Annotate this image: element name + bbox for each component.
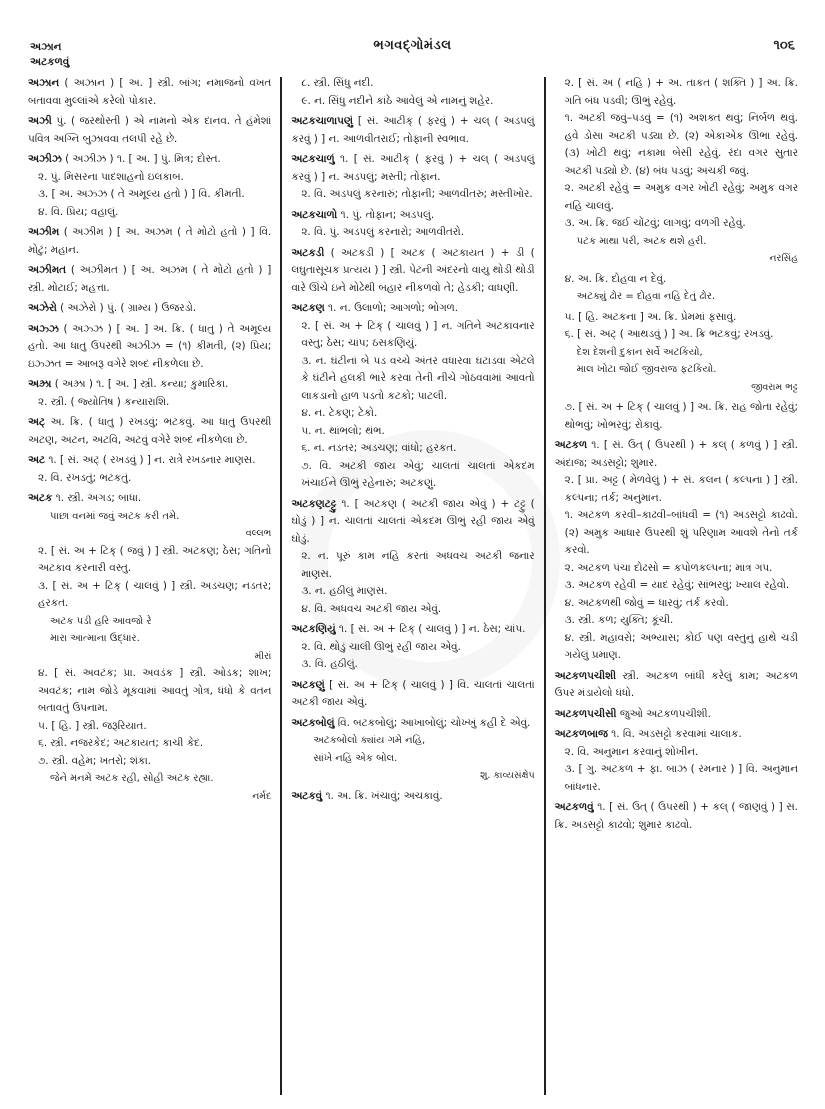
dictionary-entry [291, 207, 534, 242]
quotation-line: પટક માથા પરી, અટક થશે હરી. [576, 235, 707, 247]
sub-sense: ૩. અ. ક્રિ. જઈ ચોંટવું; લાગવું; વળગી રહેવું. [564, 217, 746, 229]
sub-sense: ૨. [ સં. અ ( નહિ ) + અ. તાકત ( શક્તિ ) ] અ. ક્રિ. ગતિ બંધ પડવી; ઊભું રહેવું. [564, 77, 798, 107]
quotation-source: નર્મદ [252, 790, 272, 802]
headword: અઝીઝ [28, 153, 62, 165]
sub-sense: ૨. ન. પૂરું કામ નહિ કરતાં અધવચ અટકી જનાર માણસ. [301, 550, 535, 580]
quotation-line: સાંખે નહિ એક બોલ. [313, 752, 398, 764]
dictionary-entry [28, 262, 271, 297]
dictionary-entry [291, 113, 534, 148]
definition: ( અઝાન ) [ અ. ] સ્ત્રી. બાંગ; નમાજનો વખત બતાવવા મુલ્લાંએ કરેલો પોકાર. [28, 77, 272, 107]
quotation-line: અટક પડી હરિ આવજો રે [50, 615, 152, 627]
quotation-line: જેને મનમેં અટક રહી, સોહી અટક રહ્યા. [50, 773, 214, 784]
definition: ( અઝીમત ) [ અ. અઝમ ( તે મોટો હતો ) ] સ્ત્રી. મોટાઈ; મહત્તા. [28, 264, 272, 294]
sub-sense: ૩. [ ગુ. અટકળ + ફા. બાઝ ( રમનાર ) ] વિ. અનુમાન બાંધનાર. [564, 763, 798, 793]
dictionary-entry [291, 715, 534, 785]
guide-word-first: અઝાન [30, 41, 62, 53]
headword: અટકણટટ્ટુ [291, 497, 337, 510]
definition: ૧. [ સં. આટીક્ ( ફરવું ) + ચલ્ ( અડપલું કરવું ) ] ન. અડપલું; મસ્તી; તોફાન. [291, 153, 535, 183]
guide-word-last: અટકળવું [30, 56, 70, 68]
definition: ( અઝીઝ ) ૧. [ અ. ] પું. મિત્ર; દોસ્ત. [65, 153, 221, 165]
definition: [ સં. અ + ટિક્ ( ચાલવું ) ] વિ. ચાલતાં ચાલતાં અટકી જાય એવું. [291, 678, 535, 708]
quotation-source: નરસિંહ [769, 253, 798, 264]
definition: ( અઝ્રા ) ૧. [ અ. ] સ્ત્રી. કન્યા; કુમારિકા. [54, 378, 229, 390]
dictionary-title: ભગવદ્ગોમંડલ [373, 38, 452, 53]
headword: અટકચાળું [291, 153, 335, 165]
sub-sense: ૨. [ સં. અ + ટિક્ ( ચાલવું ) ] ન. ગતિને અટકાવનાર વસ્તુ; ઠેસ; ચાંપ; ઠસકણિયું. [301, 319, 535, 349]
sub-sense: ૨. પું. મિસરના પાદશાહનો ઇલકાબ. [38, 170, 184, 183]
definition: ( અટકડી ) [ અટક ( અટકાયત ) + ડી ( લઘુતાસૂચક પ્રત્યય ) ] સ્ત્રી. પેટની અંદરનો વાયુ થોડી થોડી વારે ઊંચે ઇને મોઢેથી બહાર નીકળવો તે; હેડકી; વાધણી. [291, 246, 535, 294]
dictionary-entry [28, 75, 271, 110]
sub-sense: ૪. વિ. પ્રિય; વહાલું. [38, 205, 119, 218]
dictionary-entry [291, 245, 534, 298]
definition: [ સં. આટીક્ ( ફરવું ) + ચલ્ ( અડપલું કરવું ) ] ન. આળવીતરાઈ; તોફાની સ્વભાવ. [291, 115, 535, 145]
dictionary-entry [28, 414, 271, 449]
sub-sense: ૬. [ સં. અટ્ ( આથડવું ) ] અ. ક્રિ ભટકવું; રખડવું. [564, 328, 774, 340]
column-right [546, 75, 798, 1095]
headword: અટકબોલું [291, 716, 335, 729]
definition: ૧. [ સં. ઉત્ ( ઉપરથી ) + કલ્ ( જાણવું ) ] સ. ક્રિ. અડસટ્ટો કાઢવો; શુમાર કાઢવો. [554, 801, 798, 831]
sub-sense: ૪. સ્ત્રી. મહાવરો; અભ્યાસ; કોઈ પણ વસ્તુનું હાથે ચડી ગયેલું પ્રમાણ. [564, 631, 798, 661]
dictionary-entry [291, 677, 534, 712]
sub-sense: ૫. ન. થાંભલો; થંભ. [301, 424, 385, 437]
sub-sense: ૫. [ હિ. ] સ્ત્રી. જરૂરિયાત. [38, 719, 147, 732]
headword: અટ [28, 454, 46, 466]
sub-sense: ૨. અટકળ પંચા દોઢસો = કપોળકલ્પના; માત્ર ગપ. [564, 561, 773, 574]
definition: ( અઝ્ઝ ) [ અ. ] અ. ક્રિ. ( ધાતુ ) તે અમૂલ્ય હતો. આ ધાતુ ઉપરથી અઝીઝ = (૧) કીમતી, (૨) પ્રિય; ઇઝ્ઝત = આબરૂ વગેરે શબ્દ નીકળેલા છે. [28, 322, 272, 370]
headword: અટકળબાજ [554, 728, 608, 740]
sub-sense: ૪. અ. ક્રિ. દોહવા ન દેવું. [564, 272, 667, 285]
sub-sense: ૧. અટકળ કરવી–કાઢવી–બાંધવી = (૧) અડસટ્ટો કાઢવો. (૨) અમુક આધાર ઉપરથી શું પરિણામ આવશે તેનો તર્ક કરવો. [564, 509, 798, 556]
dictionary-entry [555, 399, 798, 434]
dictionary-entry [291, 300, 534, 493]
headword: અટકણું [291, 678, 325, 691]
quotation-line: અટક્યું ઢોર = દોહવા નહિ દેતું ઢોર. [576, 291, 716, 302]
dictionary-entry [291, 496, 534, 619]
dictionary-entry [28, 300, 271, 318]
sub-sense: ૫. [ હિ. અટકના ] અ. ક્રિ. પ્રેમમાં ફસાવું. [564, 310, 737, 323]
sub-sense: ૭. [ સં. અ + ટિક્ ( ચાલવું ) ] અ. ક્રિ. રાહ જોતા રહેવું; થોભવું; ખોભરવું; રોકાવું. [564, 401, 798, 431]
sub-sense: ૩. ન. ઘંટીનાં બે પડ વચ્ચે અંતર વધારવા ઘટાડવા એટલે કે ઘંટીને હલકી ભારે કરવા તેની નીચે ગોઠવવામાં આવતો લાકડાનો હાળ પડતો કટકો; પાટલી. [301, 354, 535, 402]
dictionary-entry [28, 376, 271, 411]
headword: અટકળવું [554, 801, 594, 813]
sub-sense: ૪. [ સં. અવટંક; પ્રા. અવડંક ] સ્ત્રી. ઓડક; શાખ; અવટંક; નામ જોડે મૂકવામાં આવતું ગોત્ર, ધંધો કે વતન બતાવતું ઉપનામ. [38, 667, 272, 714]
sub-sense: ૩. વિ. હઠીલું. [301, 658, 358, 670]
headword: અટકચાળાપણું [291, 115, 353, 127]
definition: ૧. અ. ક્રિ. ખંચાવું; અચકાવું. [325, 789, 443, 802]
headword: અઝી [28, 115, 52, 127]
headword: અટકળ [554, 439, 588, 451]
sub-sense: ૮. સ્ત્રી. સિંધુ નદી. [301, 77, 374, 89]
headword: અટ્ [28, 416, 46, 428]
headword: અટકડી [291, 246, 325, 259]
quotation-source: મીરાં [254, 650, 272, 662]
quotation-line: માલ ખોટા જોઈ જીવરાજ ફટકિયો. [576, 364, 717, 375]
dictionary-entry [291, 151, 534, 204]
headword: અટકણ [291, 302, 325, 314]
sub-sense: ૭. વિ. અટકી જાય એવું; ચાલતાં ચાલતાં એકદમ ખંચાઈને ઊભું રહેનારું; અટકણું. [301, 459, 535, 489]
dictionary-entry [28, 490, 271, 805]
sub-sense: ૨. [ પ્રા. અટ્ટ ( મેળવેલું ) + સં. કલન ( કલ્પના ) ] સ્ત્રી. કલ્પના; તર્ક; અનુમાન. [564, 474, 798, 504]
dictionary-entry [555, 271, 798, 306]
column-middle [282, 75, 543, 1095]
dictionary-entry [291, 621, 534, 674]
sub-sense: ૨. વિ. રખડતું; ભટકતું. [38, 471, 132, 484]
definition: ૧. [ સં. ઉત્ ( ઉપરથી ) + કલ્ ( કળવું ) ] સ્ત્રી. અંદાજ; અડસટ્ટો; શુમાર. [554, 439, 798, 469]
sub-sense: ૩. અટકળ રહેવી = યાદ રહેવું; સાંભરવું; ખ્યાલ રહેવો. [564, 579, 790, 591]
dictionary-entry [28, 452, 271, 487]
headword: અટકળપચીશી [554, 669, 617, 682]
dictionary-entry [291, 788, 534, 806]
dictionary-entry [555, 668, 798, 703]
dictionary-entry [28, 321, 271, 374]
sub-sense: ૨. વિ. અડપલું કરનારું; તોફાની; આળવીતરું; મસ્તીખોર. [301, 188, 533, 200]
sub-sense: ૩. સ્ત્રી. કળ; યુક્તિ; કૂંચી. [564, 614, 674, 626]
dictionary-entry [555, 75, 798, 268]
sub-sense: ૨. અટકી રહેવું = અમુક વગર ખોટી રહેવું; અમુક વગર નહિ ચાલવું. [564, 182, 798, 212]
sub-sense: ૬. ન. નડતર; અડચણ; વાંધો; હરકત. [301, 442, 457, 454]
headword: અટક [28, 492, 53, 504]
definition: ૧. ન. ઉલાળો; આગળો; ભોગળ. [328, 302, 459, 314]
headword: અઝાન [28, 77, 60, 89]
quotation-source: વલ્લભ [245, 528, 272, 539]
definition: સ્ત્રી. અટકળ બાંધી કરેલું કામ; અટકળ ઉપર મંડાયેલો ધંધો. [554, 669, 798, 699]
headword: અઝ્રા [28, 378, 52, 390]
sub-sense: ૩. ન. હઠીલું માણસ. [301, 585, 388, 597]
sub-sense: ૭. સ્ત્રી. વહેમ; ખતરો; શંકા. [38, 754, 152, 767]
quotation-source: જીવરામ ભટ્ટ [751, 381, 798, 393]
definition: ૧. પું. તોફાન; અડપલું. [340, 208, 435, 221]
sub-sense: ૨. વિ. પું. અડપલું કરનારો; આળવીતરો. [301, 226, 465, 238]
quotation-line: દેશ દેશની દુકાન સર્વે અટકિયો, [576, 346, 703, 358]
sub-sense: ૨. સ્ત્રી. ( જ્યોતિષ ) કન્યારાશિ. [38, 395, 170, 408]
sub-sense: ૪. અટકળથી જોવું = ધારવું; તર્ક કરવો. [564, 596, 729, 609]
definition: ૧. [ સં. અટ્ ( રખડવું ) ] ન. રાત્રે રખડનાર માણસ. [48, 454, 256, 466]
definition: જુઓ અટકળપચીશી. [619, 707, 711, 720]
quotation-line: અટકબોલો ક્યાંય ગમે નહિ, [313, 735, 426, 746]
sub-sense: ૨. વિ. થોડું ચાલી ઊભું રહી જાય એવું. [301, 640, 461, 653]
definition: પું. ( જરથોસ્તી ) એ નામનો એક દાનવ. તે હંમેશાં પવિત્ર અગ્નિ બુઝાવવા તલપી રહે છે. [28, 115, 272, 145]
definition: ૧. સ્ત્રી. અગડ; બાધા. [55, 492, 142, 504]
quotation-line: મારા આત્માના ઉદ્ધાર. [50, 633, 140, 644]
headword: અટકળપચીસી [554, 707, 617, 720]
sub-sense: ૩. [ અ. અઝ્ઝ ( તે અમૂલ્ય હતો ) ] વિ. કીમતી. [38, 188, 245, 200]
dictionary-columns [28, 75, 798, 1095]
sub-sense: ૪. વિ. અધવચ અટકી જાય એવું. [301, 602, 442, 615]
dictionary-entry [28, 151, 271, 221]
dictionary-entry [28, 113, 271, 148]
definition: ૧. [ સં. અ + ટિક્ ( ચાલવું ) ] ન. ઠેસ; ચાંપ. [338, 623, 526, 635]
dictionary-entry [555, 799, 798, 834]
headword: અટકવું [291, 789, 323, 802]
dictionary-entry [291, 75, 534, 110]
definition: ( અઝેરો ) પું. ( ગ્રામ્ય ) ઉજરડો. [60, 302, 197, 314]
dictionary-entry [555, 309, 798, 397]
quotation-line: પાછા વનમાં જવું અટક કરી તમે. [50, 510, 180, 522]
page-header [0, 0, 825, 68]
sub-sense: ૩. [ સં. અ + ટિક્ ( ચાલવું ) ] સ્ત્રી. અડચણ; નડતર; હરકત. [38, 579, 272, 609]
sub-sense: ૨. [ સં. અ + ટિક્ ( જવું ) ] સ્ત્રી. અટકણ; ઠેસ; ગતિનો અટકાવ કરનારી વસ્તુ. [38, 544, 272, 574]
headword: અટકચાળો [291, 208, 338, 221]
sub-sense: ૨. વિ. અનુમાન કરવાનું શોખીન. [564, 745, 699, 758]
sub-sense: ૯. ન. સિંધુ નદીને કાંઠે આવેલું એ નામનું શહેર. [301, 94, 494, 107]
dictionary-entry [555, 706, 798, 724]
headword: અઝ્ઝ [28, 322, 59, 335]
sub-sense: ૧. અટકી જવું–પડવું = (૧) અશક્ત થવું; નિર્બળ થવું. હવે ડોસા અટકી પડ્યા છે. (૨) એકાએક ઊભા રહેવું. (૩) ખોટી થવું; નકામા બેસી રહેવું. રંદા વગર સુતાર અટકી પડ્યો છે. (૪) બંધ પડવું; અચકી જવું. [564, 112, 798, 177]
dictionary-entry [555, 437, 798, 665]
page-number: ૧૦૬ [773, 38, 795, 53]
headword: અઝીમત [28, 264, 67, 276]
sub-sense: ૬. સ્ત્રી. નજરકેદ; અટકાયત; કાચી કેદ. [38, 737, 204, 749]
definition: અ. ક્રિ. ( ધાતુ ) રખડવું; ભટકવું. આ ધાતુ ઉપરથી અટણ, અટન, અટવિ, અટવું વગેરે શબ્દ નીકળેલા છે. [28, 416, 272, 446]
dictionary-entry [28, 224, 271, 259]
definition: ૧. [ અટકણ ( અટકી જાય એવું ) + ટટ્ટુ ( ઘોડું ) ] ન. ચાલતાં ચાલતાં એકદમ ઊભું રહી જાય એવું ઘોડું. [291, 497, 535, 545]
quotation-source: શુ. કાવ્યસંક્ષેપ [480, 770, 535, 781]
column-left [28, 75, 280, 1095]
definition: ( અઝીમ ) [ અ. અઝમ ( તે મોટો હતો ) ] વિ. મોટું; મહાન. [28, 226, 272, 256]
headword: અટકણિયું [291, 623, 336, 635]
dictionary-entry [555, 726, 798, 796]
headword: અઝીમ [28, 226, 60, 238]
sub-sense: ૪. ન. ટેકણ; ટેકો. [301, 407, 378, 419]
headword: અઝેરો [28, 302, 57, 314]
definition: વિ. બટકબોલું; આખાબોલું; ચોખ્ખું કહી દે એવું. [337, 716, 531, 729]
definition: ૧. વિ. અડસટ્ટો કરવામાં ચાલાક. [611, 728, 742, 740]
